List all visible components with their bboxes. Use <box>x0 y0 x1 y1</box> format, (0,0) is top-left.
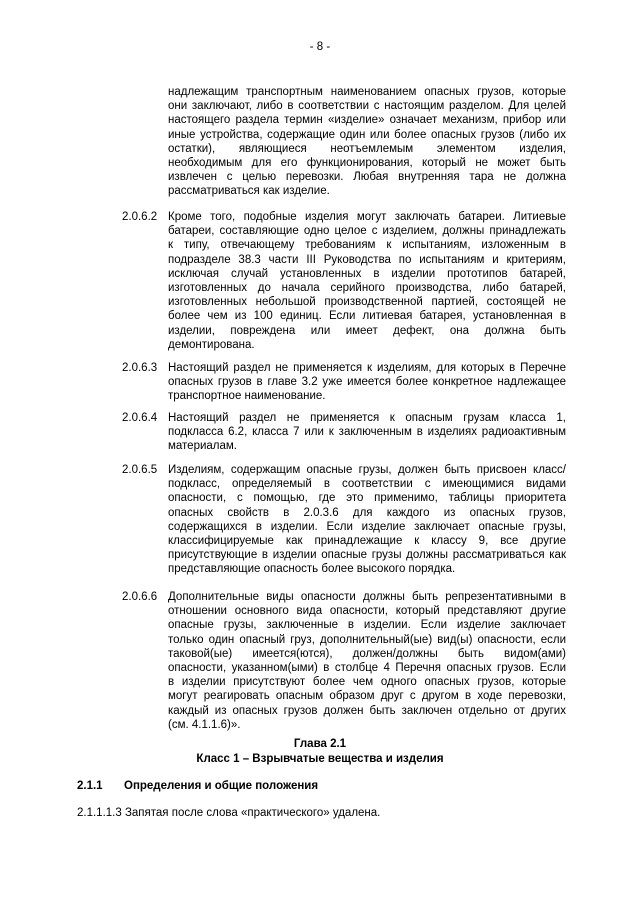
paragraph-number: 2.0.6.5 <box>122 464 158 476</box>
section-2-0-6-3 <box>122 361 566 404</box>
paragraph-text <box>168 85 566 199</box>
text-line: могут реагировать опасным образом друг с другом в ходе перевозки, <box>168 690 566 703</box>
text-line: Кроме того, подобные изделия могут заключать батареи. Литиевые <box>168 211 566 223</box>
paragraph-number: 2.0.6.6 <box>122 591 158 603</box>
text-line: извлечен с целью перевозки. Любая внутренняя тара не должна <box>168 171 566 184</box>
text-line: материалам. <box>168 440 238 453</box>
text-line: демонтирована. <box>168 338 255 351</box>
text-line: исключая случай установленных в изделии прототипов батарей, <box>168 267 566 280</box>
text-line: рассматриваться как изделие. <box>168 185 330 198</box>
text-line: опасных грузов в главе 3.2 уже имеется более конкретное надлежащее <box>168 376 566 389</box>
text-line: иные устройства, содержащие один или более опасных грузов (либо их <box>168 128 566 141</box>
text-line: Настоящий раздел не применяется к опасным грузам класса 1, <box>168 412 566 424</box>
paragraph-number: 2.0.6.2 <box>122 211 158 223</box>
text-line: опасные грузы, заключенные в изделии. Если изделие заключает <box>168 619 566 632</box>
text-line: остатки), являющиеся неотъемлемым элементом изделия, <box>168 142 566 155</box>
text-line: в изделии присутствуют более чем одного опасных грузов, которые <box>168 676 566 689</box>
text-line: каждый из опасных грузов должен быть заключен отдельно от других <box>168 704 566 717</box>
chapter-title: Класс 1 – Взрывчатые вещества и изделия <box>196 753 444 765</box>
text-line: (см. 4.1.1.6)». <box>168 718 241 731</box>
paragraph-text <box>168 590 566 732</box>
text-line: представляющие опасность более высокого порядка. <box>168 563 456 576</box>
section-title: Определения и общие положения <box>124 780 319 792</box>
text-line: опасности, указанном(ыми) в столбце 4 Перечня опасных грузов. Если <box>168 662 566 675</box>
text-line: таковой(ые) имеется(ются), должен/должны быть видом(ами) <box>168 647 566 660</box>
chapter-heading <box>0 737 640 767</box>
text-line: надлежащим транспортным наименованием опасных грузов, которые <box>168 86 566 98</box>
paragraph-number: 2.0.6.3 <box>122 362 158 374</box>
text-line: более чем из 100 единиц. Если литиевая батарея, установленная в <box>168 310 566 323</box>
text-line: необходимым для его функционирования, который не может быть <box>168 157 566 170</box>
text-line: изготовленных до начала серийного производства, либо батарей, <box>168 282 566 295</box>
text-line: классифицируемые как принадлежащие к классу 9, все другие <box>168 535 566 548</box>
amendment-paragraph <box>77 806 577 820</box>
text-line: батареи, составляющие одно целое с изделием, должны принадлежать <box>168 225 566 238</box>
paragraph-text <box>168 463 566 577</box>
paragraph-text <box>168 361 566 404</box>
intro-paragraph <box>122 85 566 199</box>
text-line: настоящего раздела термин «изделие» означает механизм, прибор или <box>168 114 566 127</box>
text-line: подкласс, определяемый в соответствии с имеющимися видами <box>168 478 566 491</box>
text-line: опасных свойств в 2.0.3.6 для каждого из опасных грузов, <box>168 506 566 519</box>
section-2-0-6-4 <box>122 411 566 454</box>
text-line: Настоящий раздел не применяется к изделиям, для которых в Перечне <box>168 362 566 374</box>
text-line: изделии, повреждена или имеет дефект, она должна быть <box>168 324 566 337</box>
text-line: подразделе 38.3 части III Руководства по испытаниям и критериям, <box>168 253 566 266</box>
text-line: отношении основного вида опасности, который представляют другие <box>168 605 566 618</box>
paragraph-text <box>168 210 566 352</box>
paragraph-number: 2.0.6.4 <box>122 412 158 424</box>
section-number: 2.1.1 <box>77 780 103 792</box>
section-2-0-6-2 <box>122 210 566 352</box>
section-2-0-6-6 <box>122 590 566 732</box>
paragraph-text <box>168 411 566 454</box>
text-line: Изделиям, содержащим опасные грузы, должен быть присвоен класс/ <box>168 464 566 476</box>
text-line: они заключают, либо в соответствии с настоящим разделом. Для целей <box>168 100 566 113</box>
section-2-0-6-5 <box>122 463 566 577</box>
paragraph-number: 2.1.1.1.3 <box>77 807 122 819</box>
page-number: - 8 - <box>309 41 331 53</box>
text-line: присутствующие в изделии опасные грузы должны рассматриваться как <box>168 549 566 562</box>
text-line: изготовленных небольшой производственной партией, состоящей не <box>168 296 566 309</box>
text-line: опасности, с помощью, где это применимо, таблицы приоритета <box>168 492 566 505</box>
paragraph-text: Запятая после слова «практического» удалена. <box>124 807 381 819</box>
text-line: транспортное наименование. <box>168 390 326 403</box>
text-line: подкласса 6.2, класса 7 или к заключенным в изделиях радиоактивным <box>168 426 566 439</box>
text-line: Дополнительные виды опасности должны быть репрезентативными в <box>168 591 566 603</box>
text-line: содержащихся в изделии. Если изделие заключает опасные грузы, <box>168 520 566 533</box>
chapter-label: Глава 2.1 <box>293 738 347 750</box>
text-line: только один опасный груз, дополнительный(ые) вид(ы) опасности, если <box>168 633 566 646</box>
text-line: к типу, отвечающему требованиям к испытаниям, изложенным в <box>168 239 566 252</box>
